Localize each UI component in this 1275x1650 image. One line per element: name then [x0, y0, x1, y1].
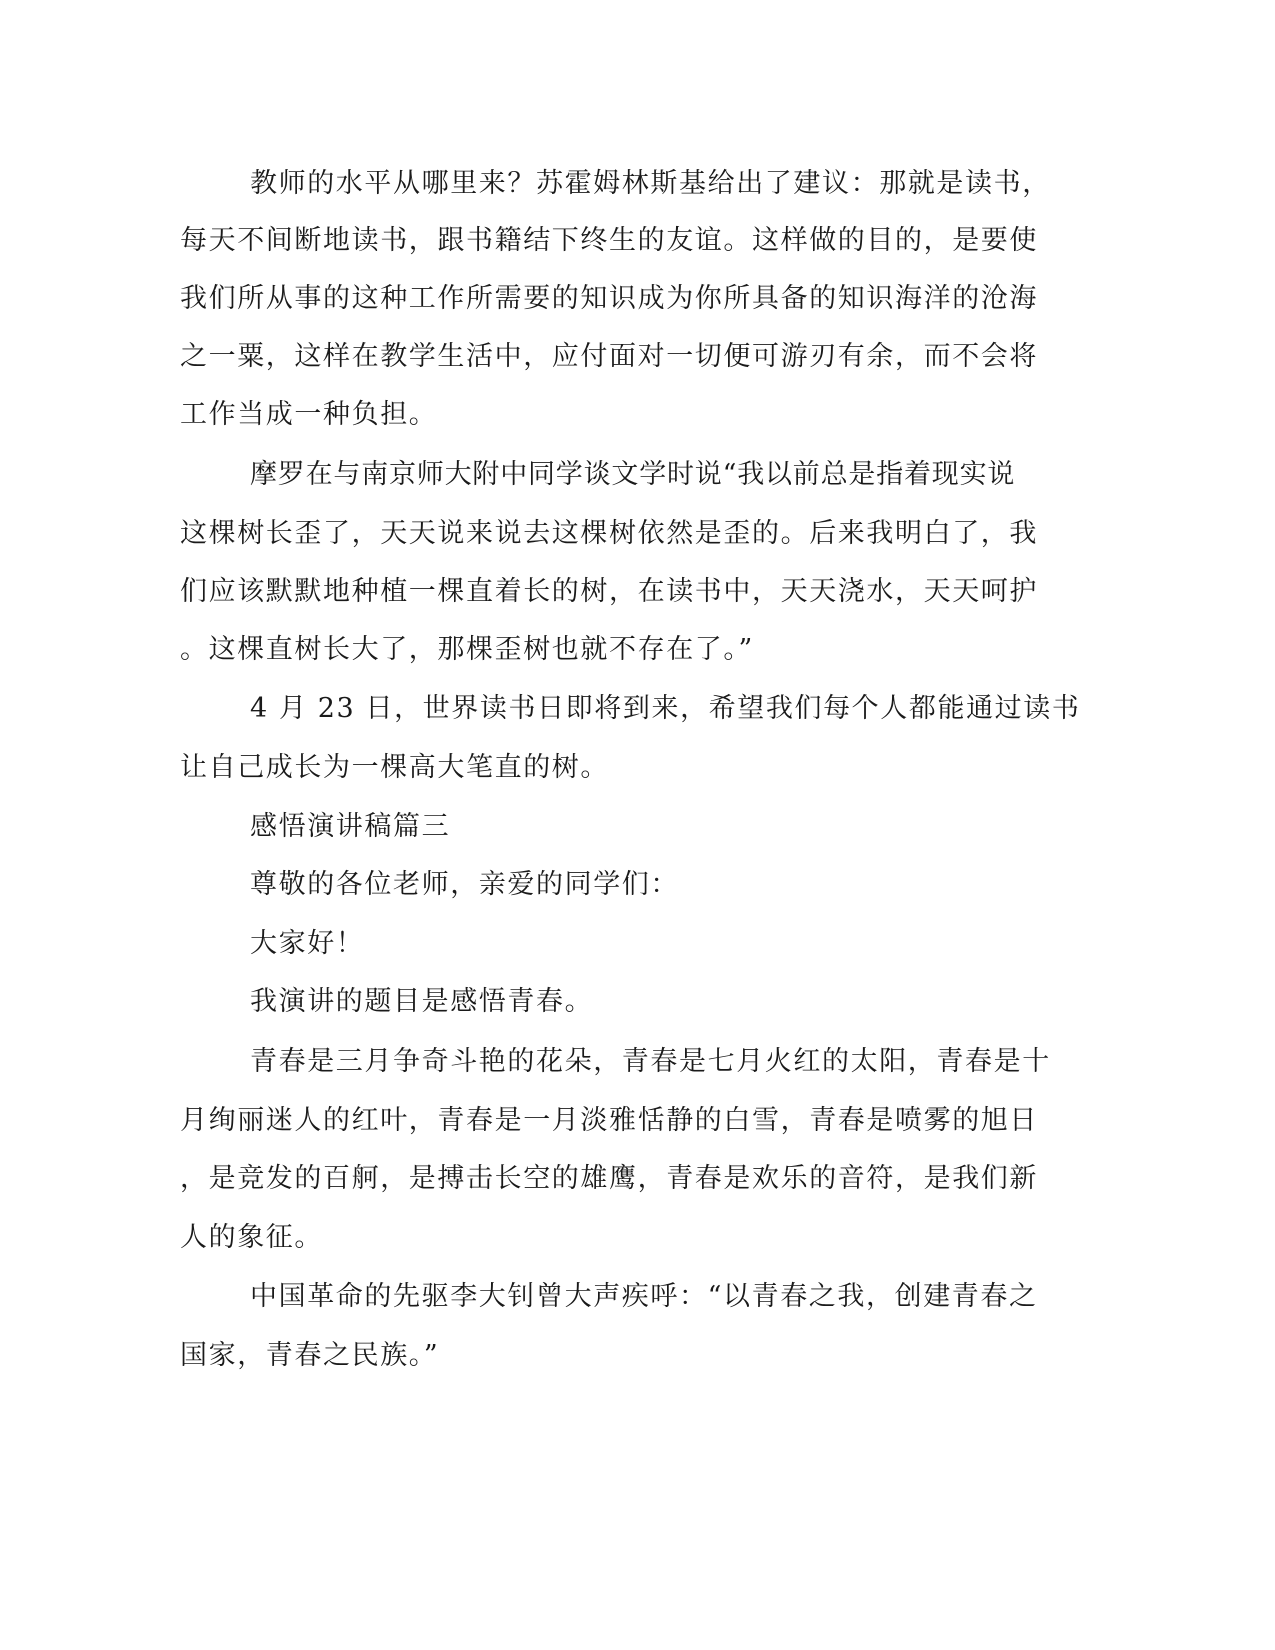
section-heading: 感悟演讲稿篇三 — [250, 811, 451, 842]
paragraph-line: 教师的水平从哪里来？苏霍姆林斯基给出了建议：那就是读书， — [250, 168, 1051, 199]
paragraph-line: 人的象征。 — [180, 1222, 323, 1253]
paragraph-line: 们应该默默地种植一棵直着长的树，在读书中，天天浇水，天天呵护 — [180, 576, 1038, 607]
paragraph-line: 每天不间断地读书，跟书籍结下终生的友谊。这样做的目的，是要使 — [180, 225, 1038, 256]
paragraph-line: 这棵树长歪了，天天说来说去这棵树依然是歪的。后来我明白了，我 — [180, 518, 1038, 549]
paragraph-line: 之一粟，这样在教学生活中，应付面对一切便可游刃有余，而不会将 — [180, 341, 1038, 372]
paragraph-line: 月绚丽迷人的红叶，青春是一月淡雅恬静的白雪，青春是喷雾的旭日 — [180, 1105, 1038, 1136]
paragraph-line: 中国革命的先驱李大钊曾大声疾呼：“以青春之我，创建青春之 — [250, 1281, 1038, 1312]
paragraph-line: 。这棵直树长大了，那棵歪树也就不存在了。” — [180, 634, 754, 665]
paragraph-line: ，是竞发的百舸，是搏击长空的雄鹰，青春是欢乐的音符，是我们新 — [180, 1163, 1038, 1194]
paragraph-line: 工作当成一种负担。 — [180, 399, 438, 430]
paragraph-line: 摩罗在与南京师大附中同学谈文学时说“我以前总是指着现实说 — [250, 459, 1016, 490]
paragraph-line: 让自己成长为一棵高大笔直的树。 — [180, 752, 609, 783]
greeting: 大家好！ — [250, 928, 365, 959]
paragraph-line: 国家，青春之民族。” — [180, 1340, 440, 1371]
salutation: 尊敬的各位老师，亲爱的同学们： — [250, 869, 679, 900]
paragraph-line: 青春是三月争奇斗艳的花朵，青春是七月火红的太阳，青春是十 — [250, 1046, 1051, 1077]
paragraph-line: 4 月 23 日，世界读书日即将到来，希望我们每个人都能通过读书 — [250, 693, 1081, 724]
paragraph-line: 我们所从事的这种工作所需要的知识成为你所具备的知识海洋的沧海 — [180, 283, 1038, 314]
paragraph-line: 我演讲的题目是感悟青春。 — [250, 986, 594, 1017]
